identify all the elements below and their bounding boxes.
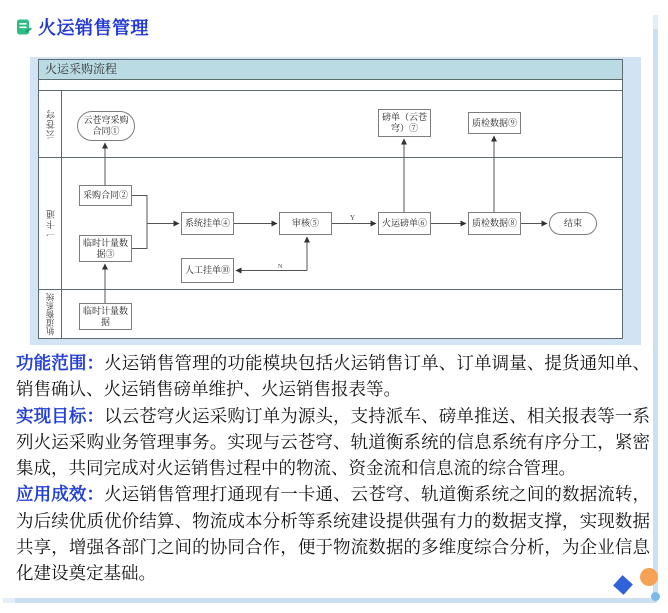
section-scope	[16, 350, 650, 403]
page-header	[16, 14, 149, 40]
node-manual-order: 人工挂单⑩	[181, 258, 234, 283]
section-effect-text: 火运销售管理打通现有一卡通、云苍穹、轨道衡系统之间的数据流转，为后续优质优价结算、物流成本分析等系统建设提供强有力的数据支撑，实现数据共享，增强各部门之间的协同合作，便于物流数据的多维度综合分析，为企业信息化建设奠定基础。	[16, 484, 651, 584]
lane-label-cloud: 云苍穹	[39, 91, 62, 157]
node-cloud-purchase-contract: 云苍穹采购合同①	[77, 111, 135, 141]
decoration-dot	[651, 592, 660, 601]
section-scope-text: 火运销售管理的功能模块包括火运销售订单、订单调量、提货通知单、销售确认、火运销售磅单维护、火运销售报表等。	[16, 353, 651, 400]
edge-label-no: N	[278, 264, 283, 270]
node-temp-measure-data: 临时计量数据③	[79, 235, 132, 262]
pool-subrow	[39, 80, 622, 91]
flowchart-title: 火运采购流程	[39, 60, 622, 80]
lane-label-onecard: 一卡通	[39, 158, 62, 289]
node-review: 审核⑤	[279, 212, 332, 235]
node-quality-data-8: 质检数据⑧	[468, 212, 521, 235]
decoration-circle	[640, 568, 658, 586]
node-end: 结束	[549, 212, 597, 235]
lane-label-railweigh: 轨道衡系统	[39, 290, 62, 338]
node-purchase-contract: 采购合同②	[79, 185, 132, 206]
description-sections	[16, 350, 650, 587]
node-rail-pound-note: 火运磅单⑥	[378, 212, 431, 235]
section-effect	[16, 481, 650, 586]
section-scope-label: 功能范围：	[16, 353, 105, 373]
frame-right-border	[653, 15, 658, 598]
flowchart-panel	[30, 57, 641, 345]
node-temp-measure-data-rail: 临时计量数据	[79, 303, 132, 330]
node-quality-data-9: 质检数据⑨	[468, 112, 521, 134]
edge-label-yes: Y	[350, 214, 356, 222]
frame-right-border-cap	[653, 15, 658, 29]
node-system-order: 系统挂单④	[181, 212, 234, 235]
node-pound-note-cloud: 磅单（云苍穹）⑦	[378, 109, 431, 137]
frame-bottom-border	[3, 598, 657, 603]
section-goal	[16, 403, 650, 482]
frame-bottom-border-cap	[3, 598, 15, 603]
section-goal-label: 实现目标：	[16, 405, 105, 426]
page-title: 火运销售管理	[38, 18, 149, 38]
section-goal-text: 以云苍穹火运采购订单为源头，支持派车、磅单推送、相关报表等一系列火运采购业务管理事务。实现与云苍穹、轨道衡系统的信息系统有序分工，紧密集成，共同完成对火运销售过程中的物流、资金流和信息流的综合管理。	[16, 405, 651, 479]
document-icon	[16, 19, 32, 35]
section-effect-label: 应用成效：	[16, 484, 105, 505]
